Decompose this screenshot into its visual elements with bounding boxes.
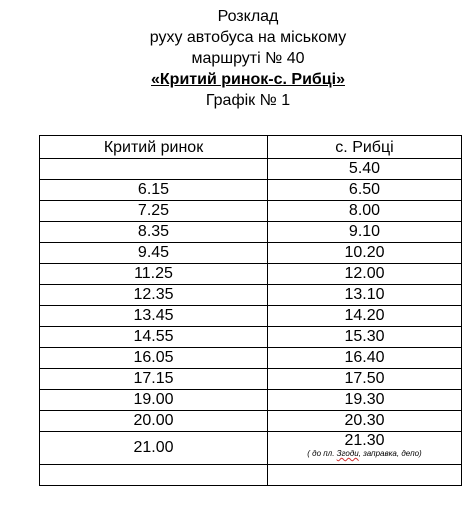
schedule-header: [0, 6, 476, 111]
table-row: [40, 159, 462, 180]
table-row: [40, 285, 462, 306]
departure-rybtsi: 17.50: [268, 369, 462, 390]
departure-krytyi-rynok: 11.25: [40, 264, 268, 285]
departure-rybtsi: 8.00: [268, 201, 462, 222]
departure-rybtsi: 9.10: [268, 222, 462, 243]
route-note: [268, 449, 461, 459]
departure-rybtsi: 15.30: [268, 327, 462, 348]
departure-rybtsi: 10.20: [268, 243, 462, 264]
header-line-title: Розклад: [217, 8, 279, 25]
departure-rybtsi: 20.30: [268, 411, 462, 432]
table-header-row: [40, 136, 462, 159]
departure-krytyi-rynok: 19.00: [40, 390, 268, 411]
departure-krytyi-rynok: 20.00: [40, 411, 268, 432]
schedule-label: Графік № 1: [205, 92, 291, 109]
departure-krytyi-rynok: 7.25: [40, 201, 268, 222]
table-row: [40, 264, 462, 285]
table-row: [40, 390, 462, 411]
departure-rybtsi: 5.40: [268, 159, 462, 180]
departure-krytyi-rynok: 9.45: [40, 243, 268, 264]
route-note-prefix: ( до пл.: [307, 449, 337, 458]
departure-rybtsi: 13.10: [268, 285, 462, 306]
last-departure-time: 21.30: [344, 432, 385, 449]
departure-krytyi-rynok: 12.35: [40, 285, 268, 306]
departure-krytyi-rynok: [40, 159, 268, 180]
departure-rybtsi: 14.20: [268, 306, 462, 327]
route-name: «Критий ринок-с. Рибці»: [151, 71, 345, 88]
table-row: [40, 201, 462, 222]
empty-cell: [268, 465, 462, 486]
departure-krytyi-rynok: 17.15: [40, 369, 268, 390]
departure-rybtsi: 19.30: [268, 390, 462, 411]
table-row-empty: [40, 465, 462, 486]
table-row: [40, 348, 462, 369]
table-row: [40, 222, 462, 243]
table-row: [40, 243, 462, 264]
departure-rybtsi: 6.50: [268, 180, 462, 201]
departure-rybtsi: 16.40: [268, 348, 462, 369]
departure-rybtsi: [268, 432, 462, 465]
table-row: [40, 411, 462, 432]
empty-cell: [40, 465, 268, 486]
route-note-suffix: , заправка, депо): [358, 449, 422, 458]
column-header-krytyi-rynok: Критий ринок: [40, 136, 268, 159]
table-row-last: [40, 432, 462, 465]
departure-rybtsi: 12.00: [268, 264, 462, 285]
departure-krytyi-rynok: 6.15: [40, 180, 268, 201]
departure-krytyi-rynok: 16.05: [40, 348, 268, 369]
header-line-subtitle: руху автобуса на міському: [149, 29, 347, 46]
table-row: [40, 306, 462, 327]
table-row: [40, 369, 462, 390]
schedule-table: [39, 135, 462, 486]
departure-krytyi-rynok: 21.00: [40, 432, 268, 465]
departure-krytyi-rynok: 13.45: [40, 306, 268, 327]
departure-krytyi-rynok: 14.55: [40, 327, 268, 348]
table-row: [40, 180, 462, 201]
column-header-rybtsi: с. Рибці: [268, 136, 462, 159]
route-note-place: Згоди: [336, 449, 359, 458]
header-line-route-number: маршруті № 40: [191, 50, 305, 67]
table-row: [40, 327, 462, 348]
departure-krytyi-rynok: 8.35: [40, 222, 268, 243]
